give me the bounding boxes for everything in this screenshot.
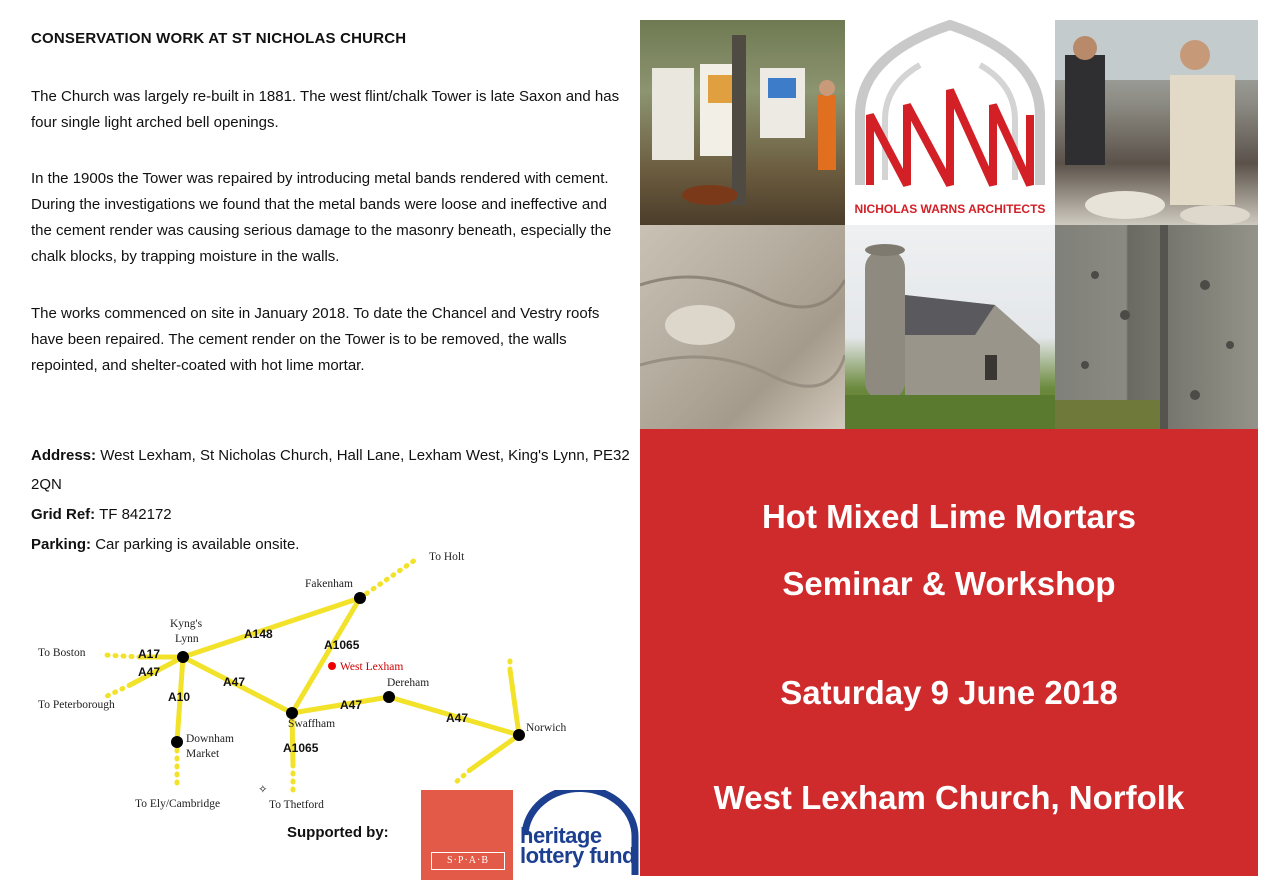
nwa-caption: NICHOLAS WARNS ARCHITECTS (854, 202, 1046, 216)
paragraph-works: The works commenced on site in January 2018. To date the Chancel and Vestry roofs have been repaired. The cement render on the Tower is to be removed, the walls repointed, and shelter-coated with hot lime mortar. (31, 305, 600, 374)
heritage-lottery-fund-logo (517, 790, 639, 880)
road-a47-norwich: A47 (446, 711, 469, 725)
label-west-lexham: West Lexham (340, 661, 404, 673)
label-dereham: Dereham (387, 677, 430, 689)
location-map (20, 545, 620, 825)
norwich-dot (513, 729, 525, 741)
label-norwich: Norwich (526, 722, 567, 734)
exhibition-scene (640, 20, 845, 225)
label-thetford: To Thetford (269, 799, 324, 811)
label-lynn: Lynn (175, 633, 199, 645)
road-a1065-north: A1065 (324, 638, 360, 652)
road-a47-dereham: A47 (340, 698, 363, 712)
event-banner (640, 429, 1258, 876)
road-a10: A10 (168, 690, 191, 704)
banner-subtitle: Seminar & Workshop (782, 565, 1116, 602)
banner-location: West Lexham Church, Norfolk (713, 779, 1185, 816)
label-holt: To Holt (429, 551, 465, 563)
gridref-value: TF 842172 (99, 506, 172, 523)
downham-dot (171, 736, 183, 748)
road-a47-lynn: A47 (223, 675, 246, 689)
label-swaffham: Swaffham (288, 718, 336, 730)
label-peterborough: To Peterborough (38, 699, 115, 711)
label-boston: To Boston (38, 647, 86, 659)
photo-workshop (1055, 20, 1258, 225)
flint-texture (1055, 225, 1258, 429)
photo-collage (640, 20, 1258, 429)
parking-label: Parking: (31, 536, 92, 553)
supported-by-label: Supported by: (287, 824, 389, 841)
nwa-arch-icon (845, 20, 1055, 225)
photo-exhibition (640, 20, 845, 225)
document-title: CONSERVATION WORK AT ST NICHOLAS CHURCH (31, 30, 407, 47)
spab-logo-text: S·P·A·B (431, 852, 505, 870)
workshop-scene (1055, 20, 1258, 225)
kings-lynn-dot (177, 651, 189, 663)
label-ely: To Ely/Cambridge (135, 798, 221, 810)
road-a148: A148 (244, 627, 273, 641)
banner-title: Hot Mixed Lime Mortars (761, 498, 1137, 535)
gridref-label: Grid Ref: (31, 506, 96, 523)
address-value: West Lexham, St Nicholas Church, Hall Lane, Lexham West, King's Lynn, PE32 2QN (31, 447, 630, 493)
paragraph-history: The Church was largely re-built in 1881. The west flint/chalk Tower is late Saxon and has four single light arched bell openings. (31, 88, 620, 131)
parking-value: Car parking is available onsite. (95, 536, 300, 553)
nwa-logo (845, 20, 1055, 225)
fakenham-dot (354, 592, 366, 604)
dereham-dot (383, 691, 395, 703)
west-lexham-dot (328, 662, 336, 670)
paragraph-repairs: In the 1900s the Tower was repaired by introducing metal bands rendered with cement. During the investigations we found that the metal bands were loose and ineffective and the cement render was causing serious damage to the masonry beneath, especially the chalk blocks, by trapping moisture in the walls. (31, 170, 612, 265)
road-a17: A17 (138, 647, 161, 661)
banner-date: Saturday 9 June 2018 (780, 674, 1118, 711)
address-line (31, 441, 641, 499)
label-kyngs: Kyng's (170, 618, 203, 630)
road-a1065-south: A1065 (283, 741, 319, 755)
label-fakenham: Fakenham (305, 578, 353, 590)
gridref-line (31, 500, 641, 529)
address-label: Address: (31, 447, 97, 464)
label-downham: Downham (186, 733, 234, 745)
map-mark: ✧ (258, 784, 268, 796)
spab-logo (421, 790, 513, 880)
photo-flint-wall (1055, 225, 1258, 429)
church-scene (845, 225, 1055, 429)
hlf-line2: lottery fund (520, 843, 635, 868)
chalk-texture (640, 225, 845, 429)
hlf-line1: heritage (520, 823, 602, 848)
photo-church (845, 225, 1055, 429)
photo-chalk-closeup (640, 225, 845, 429)
label-market: Market (186, 748, 220, 760)
road-a47-west: A47 (138, 665, 161, 679)
